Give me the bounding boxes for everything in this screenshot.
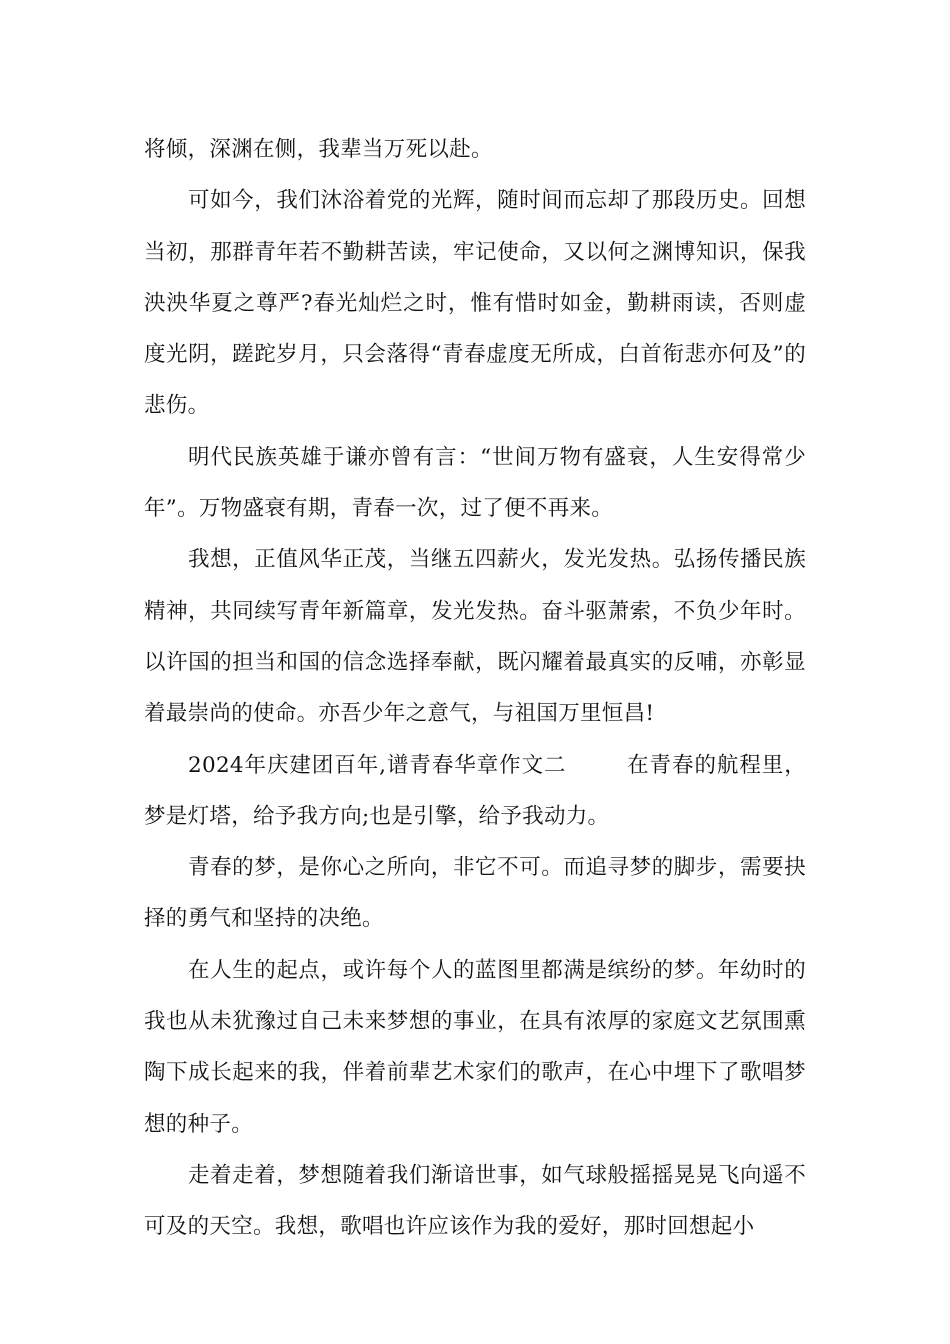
paragraph-7: 在人生的起点，或许每个人的蓝图里都满是缤纷的梦。年幼时的我也从未犹豫过自己未来梦想的事业，在具有浓厚的家庭文艺氛围熏陶下成长起来的我，伴着前辈艺术家们的歌声，在心中埋下了歌唱梦想的种子。 — [144, 957, 806, 1137]
heading-followup-text: 在青春的航程里，梦是灯塔，给予我方向;也是引擎，给予我动力。 — [144, 752, 806, 829]
paragraph-4: 我想，正值风华正茂，当继五四薪火，发光发热。弘扬传播民族精神，共同续写青年新篇章，发光发热。奋斗驱萧索，不负少年时。以许国的担当和国的信念选择奉献，既闪耀着最真实的反哺，亦彰显着最崇尚的使命。亦吾少年之意气，与祖国万里恒昌! — [144, 547, 806, 727]
paragraph-8: 走着走着，梦想随着我们渐谙世事，如气球般摇摇晃晃飞向遥不可及的天空。我想，歌唱也许应该作为我的爱好，那时回想起小 — [144, 1162, 806, 1240]
paragraph-2: 可如今，我们沐浴着党的光辉，随时间而忘却了那段历史。回想当初，那群青年若不勤耕苦读，牢记使命，又以何之渊博知识，保我泱泱华夏之尊严?春光灿烂之时，惟有惜时如金，勤耕雨读，否则虚度光阴，蹉跎岁月，只会落得“青春虚度无所成，白首衔悲亦何及”的悲伤。 — [144, 188, 806, 419]
paragraph-1: 将倾，深渊在侧，我辈当万死以赴。 — [144, 137, 493, 162]
essay-heading: 2024年庆建团百年,谱青春华章作文二 — [188, 752, 567, 778]
paragraph-6: 青春的梦，是你心之所向，非它不可。而追寻梦的脚步，需要抉择的勇气和坚持的决绝。 — [144, 855, 806, 932]
essay-heading-paragraph — [144, 740, 806, 843]
document-body — [144, 124, 806, 1253]
paragraph-3: 明代民族英雄于谦亦曾有言：“世间万物有盛衰，人生安得常少年”。万物盛衰有期，青春一次，过了便不再来。 — [144, 444, 806, 522]
